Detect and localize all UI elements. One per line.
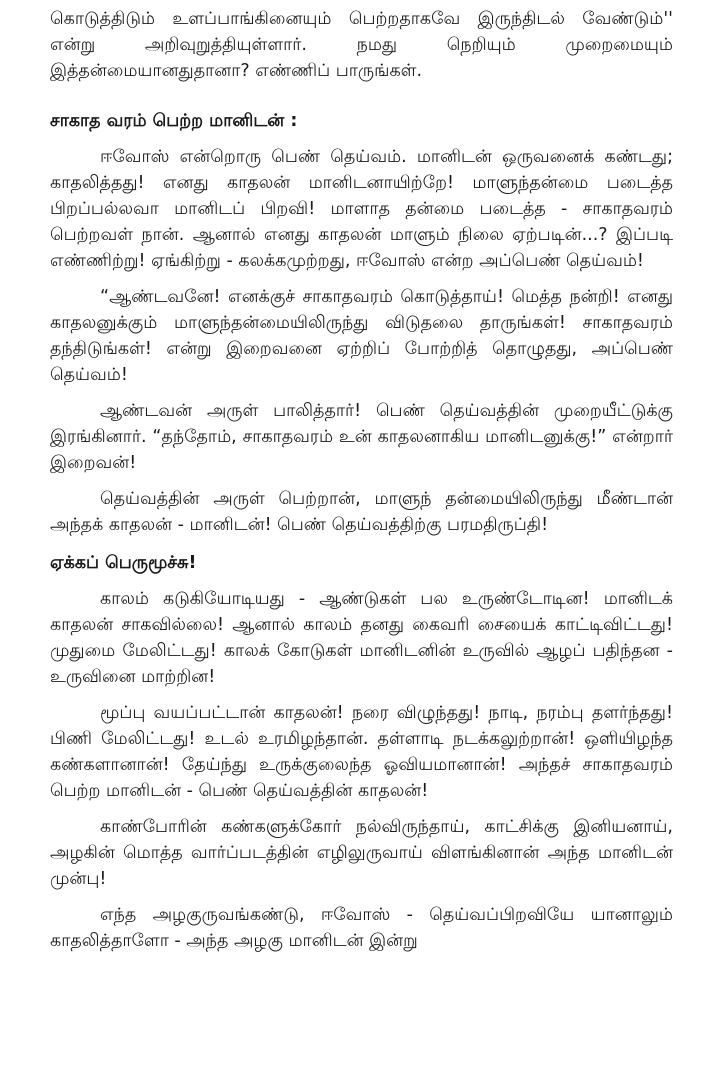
paragraph: காண்போரின் கண்களுக்கோர் நல்விருந்தாய், காட்சிக்கு இனியனாய், அழகின் மொத்த வார்ப்படத்தின் எழிலுருவாய் விளங்கினான் அந்த மானிடன் முன்பு!	[50, 817, 673, 889]
paragraph: காலம் கடுகியோடியது - ஆண்டுகள் பல உருண்டோடின! மானிடக் காதலன் சாகவில்லை! ஆனால் காலம் தனது கைவரி சையைக் காட்டிவிட்டது! முதுமை மேலிட்டது! காலக் கோடுகள் மானிடனின் உருவில் ஆழப் பதிந்தன - உருவினை மாற்றின!	[50, 589, 673, 687]
intro-paragraph: கொடுத்திடும் உளப்பாங்கினையும் பெற்றதாகவே இருந்திடல் வேண்டும்'' என்று அறிவுறுத்தியுள்ளார். நமது நெறியும் முறைமையும் இத்தன்மையானதுதானா? எண்ணிப் பாருங்கள்.	[50, 9, 673, 81]
section-heading-sigh-of-longing: ஏக்கப் பெருமூச்சு!	[50, 553, 197, 573]
paragraph: ஆண்டவன் அருள் பாலித்தார்! பெண் தெய்வத்தின் முறையீட்டுக்கு இரங்கினார். “தந்தோம், சாகாதவரம் உன் காதலனாகிய மானிடனுக்கு!” என்றார் இறைவன்!	[50, 401, 673, 473]
paragraph: தெய்வத்தின் அருள் பெற்றான், மாளுந் தன்மையிலிருந்து மீண்டான் அந்தக் காதலன் - மானிடன்! பெண் தெய்வத்திற்கு பரமதிருப்தி!	[50, 489, 673, 535]
paragraph: ஈவோஸ் என்றொரு பெண் தெய்வம். மானிடன் ஒருவனைக் கண்டது; காதலித்தது! எனது காதலன் மானிடனாயிற்றே! மாளுந்தன்மை படைத்த பிறப்பல்லவா மானிடப் பிறவி! மாளாத தன்மை படைத்த - சாகாதவரம் பெற்றவள் நான். ஆனால் எனது காதலன் மாளும் நிலை ஏற்படின்...? இப்படி எண்ணிற்று! ஏங்கிற்று - கலக்கமுற்றது, ஈவோஸ் என்ற அப்பெண் தெய்வம்!	[50, 147, 673, 271]
paragraph: மூப்பு வயப்பட்டான் காதலன்! நரை விழுந்தது! நாடி, நரம்பு தளர்ந்தது! பிணி மேலிட்டது! உடல் உரமிழந்தான். தள்ளாடி நடக்கலுற்றான்! ஒளியிழந்த கண்களானான்! தேய்ந்து உருக்குலைந்த ஓவியமானான்! அந்தச் சாகாதவரம் பெற்ற மானிடன் - பெண் தெய்வத்தின் காதலன்!	[50, 703, 673, 801]
paragraph: “ஆண்டவனே! எனக்குச் சாகாதவரம் கொடுத்தாய்! மெத்த நன்றி! எனது காதலனுக்கும் மாளுந்தன்மையிலிருந்து விடுதலை தாருங்கள்! சாகாதவரம் தந்திடுங்கள்! என்று இறைவனை ஏற்றிப் போற்றித் தொழுதது, அப்பெண் தெய்வம்!	[50, 287, 673, 385]
paragraph: எந்த அழகுருவங்கண்டு, ஈவோஸ் - தெய்வப்பிறவியே யானாலும் காதலித்தாளோ - அந்த அழகு மானிடன் இன்று	[50, 905, 673, 951]
section-heading-immortal-boon: சாகாத வரம் பெற்ற மானிடன் :	[50, 111, 298, 131]
spacer	[50, 84, 673, 96]
